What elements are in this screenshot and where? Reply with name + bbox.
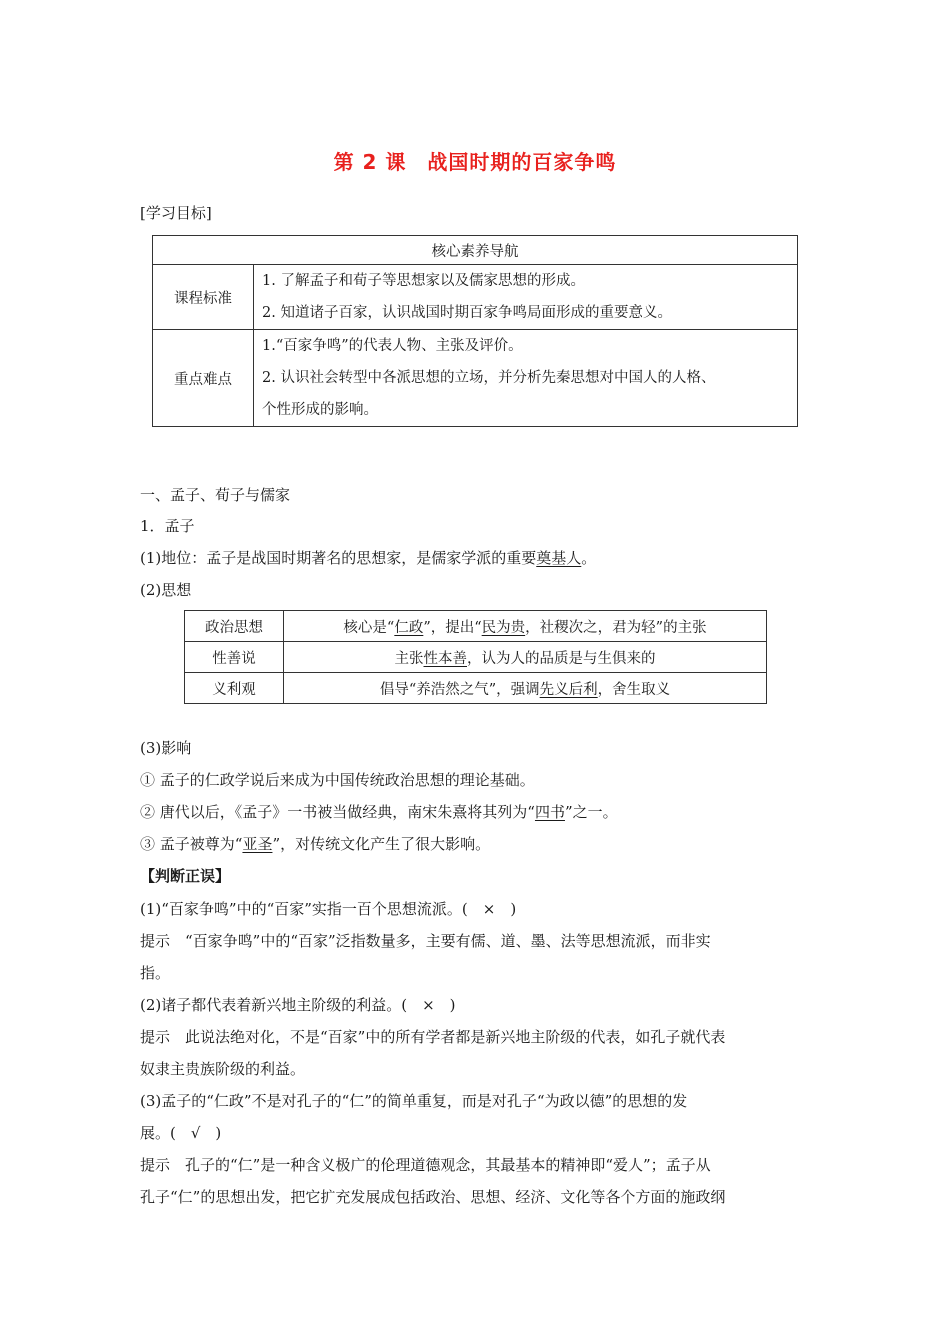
lesson-title: 第 2 课 战国时期的百家争鸣 (333, 150, 617, 174)
text: 倡导“养浩然之气”，强调 (379, 681, 540, 698)
key-term: 民为贵 (481, 619, 526, 636)
text: ”，对传统文化产生了很大影响。 (272, 835, 491, 853)
judge-heading: 【判断正误】 (140, 867, 231, 885)
key-term: 仁政 (394, 619, 424, 636)
judge-question: (3)孟子的“仁政”不是对孔子的“仁”的简单重复，而是对孔子“为政以德”的思想的发 (140, 1092, 688, 1110)
judge-hint: 提示 此说法绝对化，不是“百家”中的所有学者都是新兴地主阶级的代表，如孔子就代表 (140, 1028, 726, 1046)
text: 主张 (394, 650, 424, 667)
goals-item: 2. 认识社会转型中各派思想的立场，并分析先秦思想对中国人的人格、 (262, 370, 716, 386)
thought-row-label: 义利观 (185, 673, 284, 704)
judge-question: 展。( √ ) (140, 1124, 222, 1142)
thought-row-content (284, 673, 767, 704)
text: ，认为人的品质是与生俱来的 (467, 650, 656, 667)
goals-table (152, 235, 798, 427)
text: 核心是“ (343, 619, 395, 636)
text: 。 (581, 549, 597, 567)
text: ，舍生取义 (597, 681, 671, 698)
goals-item: 1. 了解孟子和荀子等思想家以及儒家思想的形成。 (262, 273, 585, 289)
thought-row-label: 性善说 (185, 642, 284, 673)
text: ”之一。 (564, 803, 618, 821)
key-term: 性本善 (423, 650, 467, 667)
subsection-heading: 1．孟子 (140, 517, 195, 535)
text: ② 唐代以后，《孟子》一书被当做经典，南宋朱熹将其列为“ (140, 803, 535, 821)
thought-row-content (284, 611, 767, 642)
mengzi-thought-table (184, 610, 767, 704)
key-term: 四书 (534, 803, 565, 821)
judge-question: (1)“百家争鸣”中的“百家”实指一百个思想流派。( × ) (140, 900, 517, 918)
goals-table-header: 核心素养导航 (153, 236, 798, 265)
goals-item: 1.“百家争鸣”的代表人物、主张及评价。 (262, 338, 523, 354)
thought-label: (2)思想 (140, 581, 192, 599)
influence-item (140, 834, 490, 854)
text: ，社稷次之，君为轻”的主张 (525, 619, 707, 636)
goals-row-content (254, 330, 798, 427)
thought-row-label: 政治思想 (185, 611, 284, 642)
judge-hint: 指。 (140, 964, 171, 982)
goals-row-content (254, 265, 798, 330)
goals-item: 个性形成的影响。 (262, 402, 378, 418)
goals-row-label: 课程标准 (153, 265, 254, 330)
objectives-label: [学习目标] (140, 204, 212, 222)
text: ”，提出“ (423, 619, 482, 636)
thought-row-content (284, 642, 767, 673)
position-line (140, 548, 596, 568)
influence-item: ① 孟子的仁政学说后来成为中国传统政治思想的理论基础。 (140, 771, 535, 789)
judge-hint: 孔子“仁”的思想出发，把它扩充发展成包括政治、思想、经济、文化等各个方面的施政纲 (140, 1188, 726, 1206)
key-term: 先义后利 (539, 681, 598, 698)
goals-row-label: 重点难点 (153, 330, 254, 427)
judge-hint: 提示 孔子的“仁”是一种含义极广的伦理道德观念，其最基本的精神即“爱人”；孟子从 (140, 1156, 711, 1174)
influence-label: (3)影响 (140, 739, 192, 757)
judge-hint: 提示 “百家争鸣”中的“百家”泛指数量多，主要有儒、道、墨、法等思想流派，而非实 (140, 932, 711, 950)
text: ③ 孟子被尊为“ (140, 835, 243, 853)
section-heading: 一、孟子、荀子与儒家 (140, 486, 291, 504)
influence-item (140, 802, 618, 822)
goals-item: 2. 知道诸子百家，认识战国时期百家争鸣局面形成的重要意义。 (262, 305, 672, 321)
key-term: 亚圣 (242, 835, 273, 853)
judge-question: (2)诸子都代表着新兴地主阶级的利益。( × ) (140, 996, 456, 1014)
text: (1)地位：孟子是战国时期著名的思想家，是儒家学派的重要 (140, 549, 537, 567)
key-term: 奠基人 (536, 549, 582, 567)
judge-hint: 奴隶主贵族阶级的利益。 (140, 1060, 306, 1078)
